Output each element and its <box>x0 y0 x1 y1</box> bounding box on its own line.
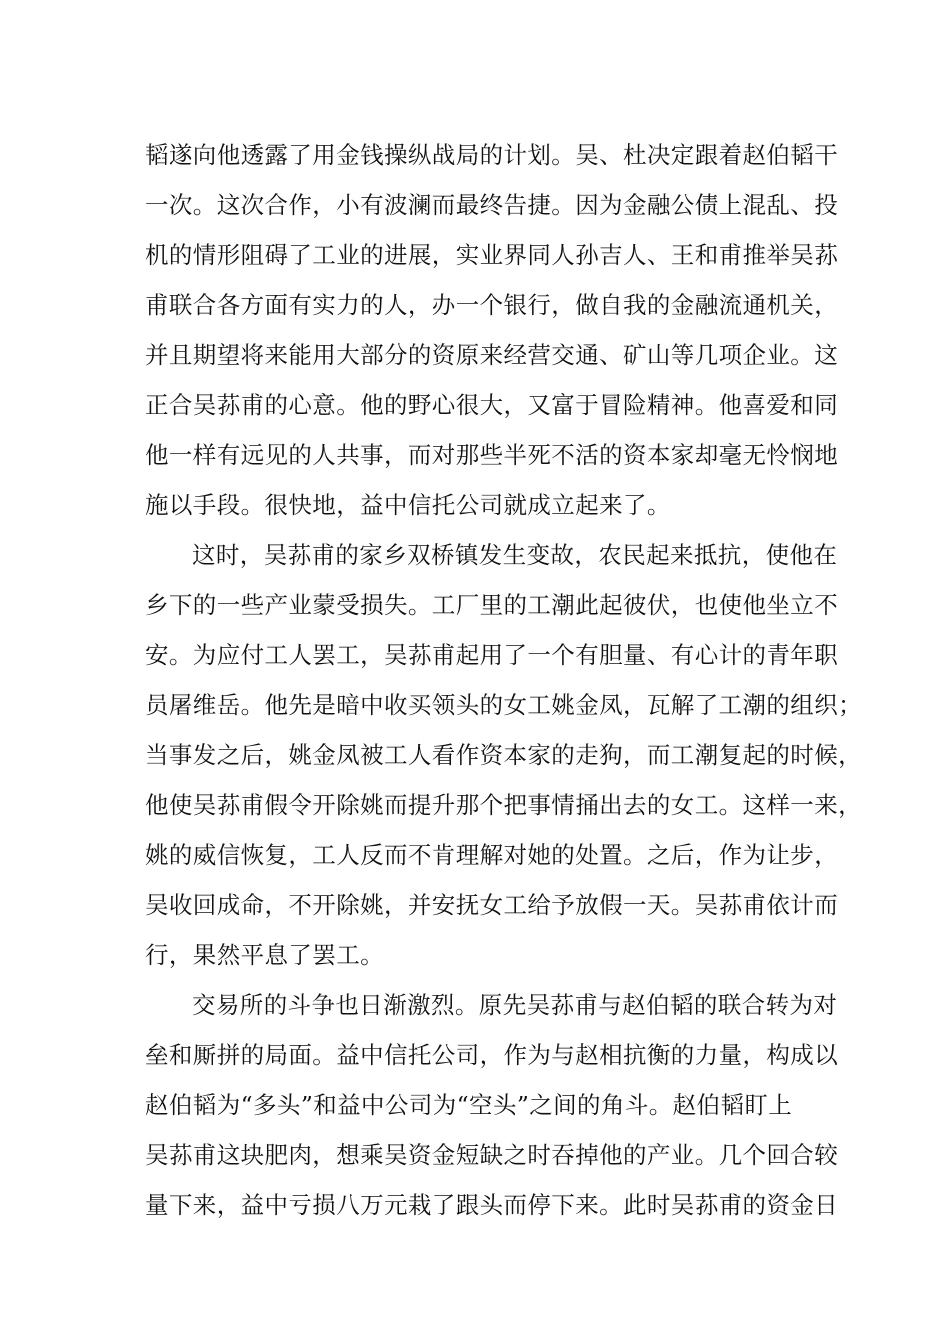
text-line: 吴收回成命，不开除姚，并安抚女工给予放假一天。吴荪甫依计而 <box>145 891 839 919</box>
text-line: 员屠维岳。他先是暗中收买领头的女工姚金凤，瓦解了工潮的组织； <box>145 691 862 719</box>
text-line: 乡下的一些产业蒙受损失。工厂里的工潮此起彼伏，也使他坐立不 <box>145 591 839 619</box>
text-line: 这时，吴荪甫的家乡双桥镇发生变故，农民起来抵抗，使他在 <box>192 541 838 569</box>
text-line: 甫联合各方面有实力的人，办一个银行，做自我的金融流通机关， <box>145 291 839 319</box>
text-line: 当事发之后，姚金凤被工人看作资本家的走狗，而工潮复起的时候， <box>145 741 862 769</box>
text-line: 施以手段。很快地，益中信托公司就成立起来了。 <box>145 491 671 519</box>
text-line: 赵伯韬为“多头”和益中公司为“空头”之间的角斗。赵伯韬盯上 <box>145 1091 793 1119</box>
body-text <box>145 130 862 1230</box>
text-line: 姚的威信恢复，工人反而不肯理解对她的处置。之后，作为让步， <box>145 841 839 869</box>
text-line: 交易所的斗争也日渐激烈。原先吴荪甫与赵伯韬的联合转为对 <box>192 991 838 1019</box>
text-line: 机的情形阻碍了工业的进展，实业界同人孙吉人、王和甫推举吴荪 <box>145 241 839 269</box>
text-line: 他一样有远见的人共事，而对那些半死不活的资本家却毫无怜悯地 <box>145 441 839 469</box>
text-line: 安。为应付工人罢工，吴荪甫起用了一个有胆量、有心计的青年职 <box>145 641 839 669</box>
text-line: 垒和厮拼的局面。益中信托公司，作为与赵相抗衡的力量，构成以 <box>145 1041 839 1069</box>
text-line: 并且期望将来能用大部分的资原来经营交通、矿山等几项企业。这 <box>145 341 839 369</box>
text-line: 他使吴荪甫假令开除姚而提升那个把事情捅出去的女工。这样一来， <box>145 791 862 819</box>
text-line: 行，果然平息了罢工。 <box>145 941 384 969</box>
text-line: 吴荪甫这块肥肉，想乘吴资金短缺之时吞掉他的产业。几个回合较 <box>145 1141 839 1169</box>
text-line: 量下来，益中亏损八万元栽了跟头而停下来。此时吴荪甫的资金日 <box>145 1191 839 1219</box>
text-line: 韬遂向他透露了用金钱操纵战局的计划。吴、杜决定跟着赵伯韬干 <box>145 141 839 169</box>
text-line: 一次。这次合作，小有波澜而最终告捷。因为金融公债上混乱、投 <box>145 191 839 219</box>
text-line: 正合吴荪甫的心意。他的野心很大，又富于冒险精神。他喜爱和同 <box>145 391 839 419</box>
